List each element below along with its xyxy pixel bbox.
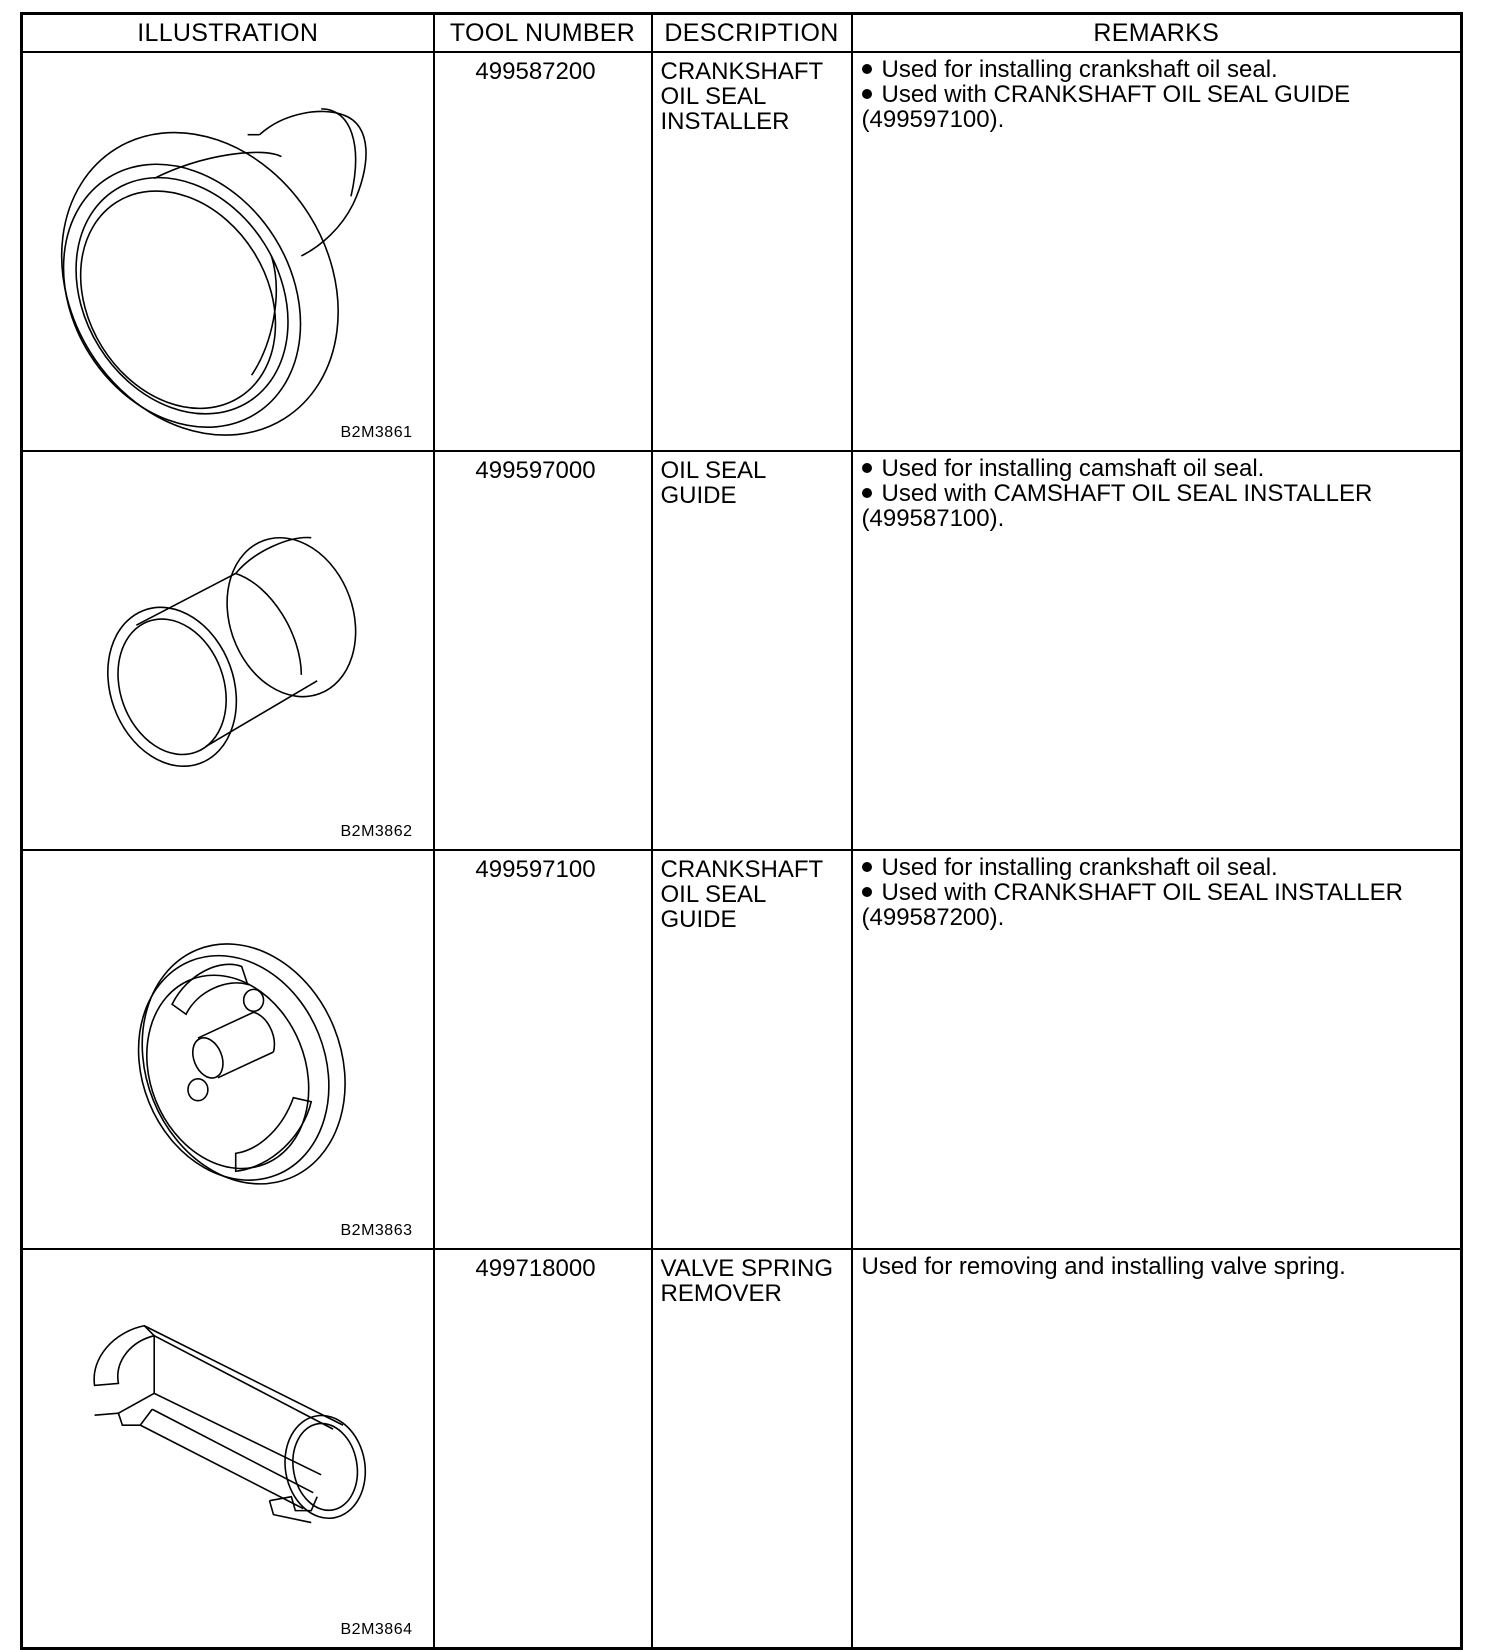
header-description: DESCRIPTION [652, 14, 852, 53]
bullet-icon [862, 488, 872, 498]
description: VALVE SPRING REMOVER [660, 1255, 833, 1307]
remark-item: Used for installing crankshaft oil seal. [862, 57, 1455, 82]
remark-item: Used for installing crankshaft oil seal. [862, 855, 1455, 880]
illustration-cell [22, 52, 434, 451]
bullet-icon [862, 64, 872, 74]
illustration-cell [22, 451, 434, 850]
bullet-icon [862, 463, 872, 473]
oil-seal-guide-illustration [23, 452, 433, 849]
remarks-cell [852, 1249, 1462, 1649]
bullet-icon [862, 887, 872, 897]
remark-item: Used with CAMSHAFT OIL SEAL INSTALLER (499587100). [861, 480, 1373, 532]
description-cell [652, 451, 852, 850]
crankshaft-oil-seal-guide-illustration [23, 851, 433, 1248]
tool-number-cell [434, 1249, 652, 1649]
crankshaft-oil-seal-installer-illustration [23, 53, 433, 450]
remark-item: Used for installing camshaft oil seal. [862, 456, 1455, 481]
illustration-code: B2M3861 [340, 424, 413, 441]
remarks-cell [852, 451, 1462, 850]
illustration-code: B2M3862 [340, 823, 413, 840]
tool-number-cell [434, 451, 652, 850]
illustration-code: B2M3863 [340, 1222, 413, 1239]
tool-number: 499587200 [475, 58, 596, 85]
header-row [22, 14, 1462, 53]
header-remarks: REMARKS [852, 14, 1462, 53]
table-row [22, 451, 1462, 850]
remark-item: Used with CRANKSHAFT OIL SEAL INSTALLER (499587200). [861, 879, 1403, 931]
bullet-icon [862, 862, 872, 872]
description: CRANKSHAFT OIL SEAL INSTALLER [660, 58, 824, 135]
tool-number: 499597100 [475, 856, 596, 883]
table-row [22, 850, 1462, 1249]
description-cell [652, 1249, 852, 1649]
tool-number-cell [434, 52, 652, 451]
illustration-code: B2M3864 [340, 1621, 413, 1638]
description: CRANKSHAFT OIL SEAL GUIDE [660, 856, 824, 933]
tool-number-cell [434, 850, 652, 1249]
header-illustration: ILLUSTRATION [22, 14, 434, 53]
tool-number: 499718000 [475, 1255, 596, 1282]
remark-item: Used for removing and installing valve spring. [861, 1253, 1346, 1280]
remarks-cell [852, 850, 1462, 1249]
header-tool-number: TOOL NUMBER [434, 14, 652, 53]
bullet-icon [862, 89, 872, 99]
description-cell [652, 850, 852, 1249]
description-cell [652, 52, 852, 451]
table-row [22, 52, 1462, 451]
illustration-cell [22, 850, 434, 1249]
remark-item: Used with CRANKSHAFT OIL SEAL GUIDE (499597100). [861, 81, 1351, 133]
description: OIL SEAL GUIDE [660, 457, 767, 509]
tool-number: 499597000 [475, 457, 596, 484]
special-tools-table [20, 12, 1463, 1650]
remarks-cell [852, 52, 1462, 451]
illustration-cell [22, 1249, 434, 1649]
table-row [22, 1249, 1462, 1649]
valve-spring-remover-illustration [23, 1250, 433, 1647]
